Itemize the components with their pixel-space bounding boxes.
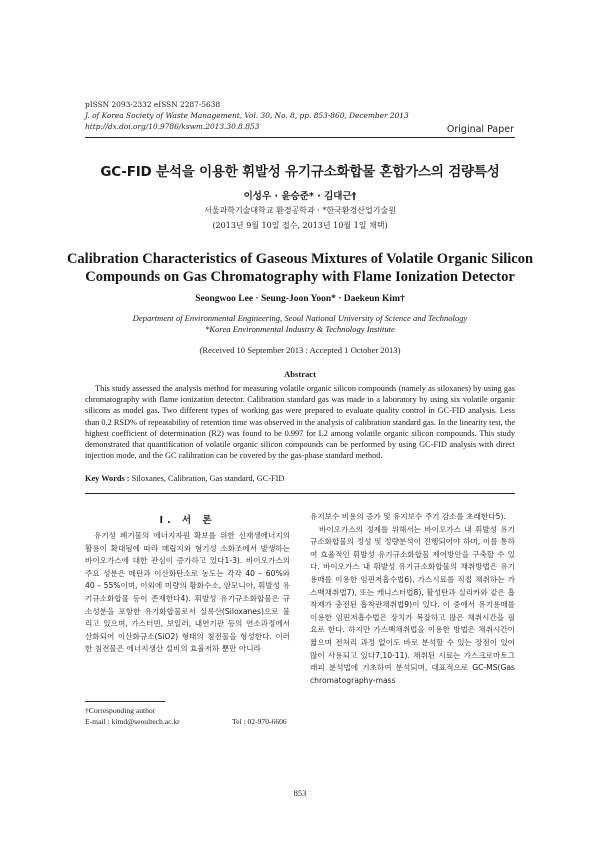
body-right-column [310,511,515,687]
abstract-rule [85,493,515,494]
footnote-rule [85,701,165,702]
english-title-line-1: Calibration Characteristics of Gaseous Mixtures of Volatile Organic Silicon [66,251,534,267]
abstract-heading: Abstract [284,369,316,379]
journal-citation: J. of Korea Society of Waste Management, Vol. 30, No. 8, pp. 853-860, December 2013 [85,111,409,120]
korean-affiliation: 서울과학기술대학교 환경공학과 · *한국환경산업기술원 [204,206,396,215]
body-left-column [85,530,290,656]
body-paragraph-1: 유기성 폐기물의 에너지자원 확보를 위한 신재생에너지의 활용이 확대됨에 따라 매립지와 혐기성 소화조에서 발생하는 바이오가스에 대한 관심이 증가하고 있다1-3). 바이오가스의 주요 성분은 메탄과 이산화탄소로 농도는 각각 40 – 60%와 40 – 55%이며, 이외에 미량의 황화수소, 암모니아, 휘발성 유기규소화합물 등이 존재한다4). 휘발성 유기규소화합물은 규소성분을 포함한 유기화합물로서 실록산(Siloxanes)으로 불리고 있으며, 가스터빈, 보일러, 내연기관 등의 연소과정에서 산화되어 이산화규소(SiO2) 형태의 침전물을 형성한다. 이러한 침전물은 에너지생산 설비의 효율저하 뿐만 아니라 [85,531,290,654]
english-affiliation [0,313,600,336]
article-type: Original Paper [446,124,514,135]
korean-title: GC-FID 분석을 이용한 휘발성 유기규소화합물 혼합가스의 검량특성 [100,164,500,180]
body-paragraph-2: 유지보수 비용의 증가 및 유지보수 주기 감소를 초래한다5). [310,512,506,521]
english-title [0,250,600,286]
footnote-email: E-mail : kimd@seoultech.ac.kr [85,717,180,726]
keywords-label: Key Words : [85,474,130,483]
english-received-date: (Received 10 September 2013 : Accepted 1 October 2013) [199,345,401,355]
english-affiliation-line-2: *Korea Environmental Industry & Technology Institute [205,324,395,335]
page-number: 853 [293,788,307,798]
doi-link[interactable]: http://dx.doi.org/10.9786/kswm.2013.30.8.853 [85,122,260,131]
abstract-text: This study assessed the analysis method for measuring volatile organic silicon compounds (namely as siloxanes) by using gas chromatography with flame ionization detector. Calibration standard gas was made in a laboratory by using six volatile organic silicons as model gas. Two different types of working gas were prepared to evaluate quality control in GC-FID analysis. Less than 0.2 RSD% of repeatability of retention time was observed in the analysis of calibration standard gas. In the linearity test, the highest coefficient of determination (R2) was found to be 0.997 for L2 among volatile organic silicon compounds. This study demonstrated that quantification of volatile organic silicon compounds can be performed by using GC-FID analysis with direct injection mode, and the GC calibration can be covered by the gas-phase standard method. [85,384,515,461]
english-authors: Seongwoo Lee · Seung-Joon Yoon* · Daekeun Kim† [195,294,405,304]
issn-line: pISSN 2093-2332 eISSN 2287-5638 [85,100,221,109]
header-rule [85,137,515,138]
english-affiliation-line-1: Department of Environmental Engineering, Seoul National University of Science and Technology [132,313,468,323]
body-paragraph-3: 바이오가스의 정제를 위해서는 바이오가스 내 휘발성 유기규소화합물의 정성 및 정량분석이 진행되어야 하며, 이를 통하여 효율적인 휘발성 유기규소화합물 제어방안을 구축할 수 있다. 바이오가스 내 휘발성 유기규소화합물의 채취방법은 유기용매를 이용한 임핀저흡수법6), 가스시료를 직접 채취하는 가스백채취법7), 또는 캐니스터법8), 활성탄과 실리카와 같은 흡착제가 충전된 흡착관채취법9)이 있다. 이 중에서 유기용매를 이용한 임핀저흡수법은 장치가 복잡하고 많은 채취시간을 필요로 한다. 하지만 가스백채취법을 이용한 방법은 채취시간이 짧으며 전처리 과정 없이도 바로 분석할 수 있는 장점이 있어 많이 사용되고 있다7,10-11). 채취된 시료는 가스크로마토그래피 분석법에 기초하여 분석되며, 대표적으로 GC-MS(Gas chromatography-mass [310,524,515,685]
keywords [85,474,284,483]
korean-received-date: (2013년 9월 10일 접수, 2013년 10월 1일 채택) [212,221,388,230]
english-title-line-2: Compounds on Gas Chromatography with Flame Ionization Detector [85,269,515,285]
keywords-text: Siloxanes, Calibration, Gas standard, GC-FID [131,474,285,483]
section-heading-introduction: I. 서 론 [159,515,216,526]
footnote-tel: Tel : 02-970-6606 [232,717,287,726]
korean-authors: 이성우 · 윤승준* · 김대근† [243,191,357,202]
footnote-corresponding: †Corresponding author [85,706,156,715]
